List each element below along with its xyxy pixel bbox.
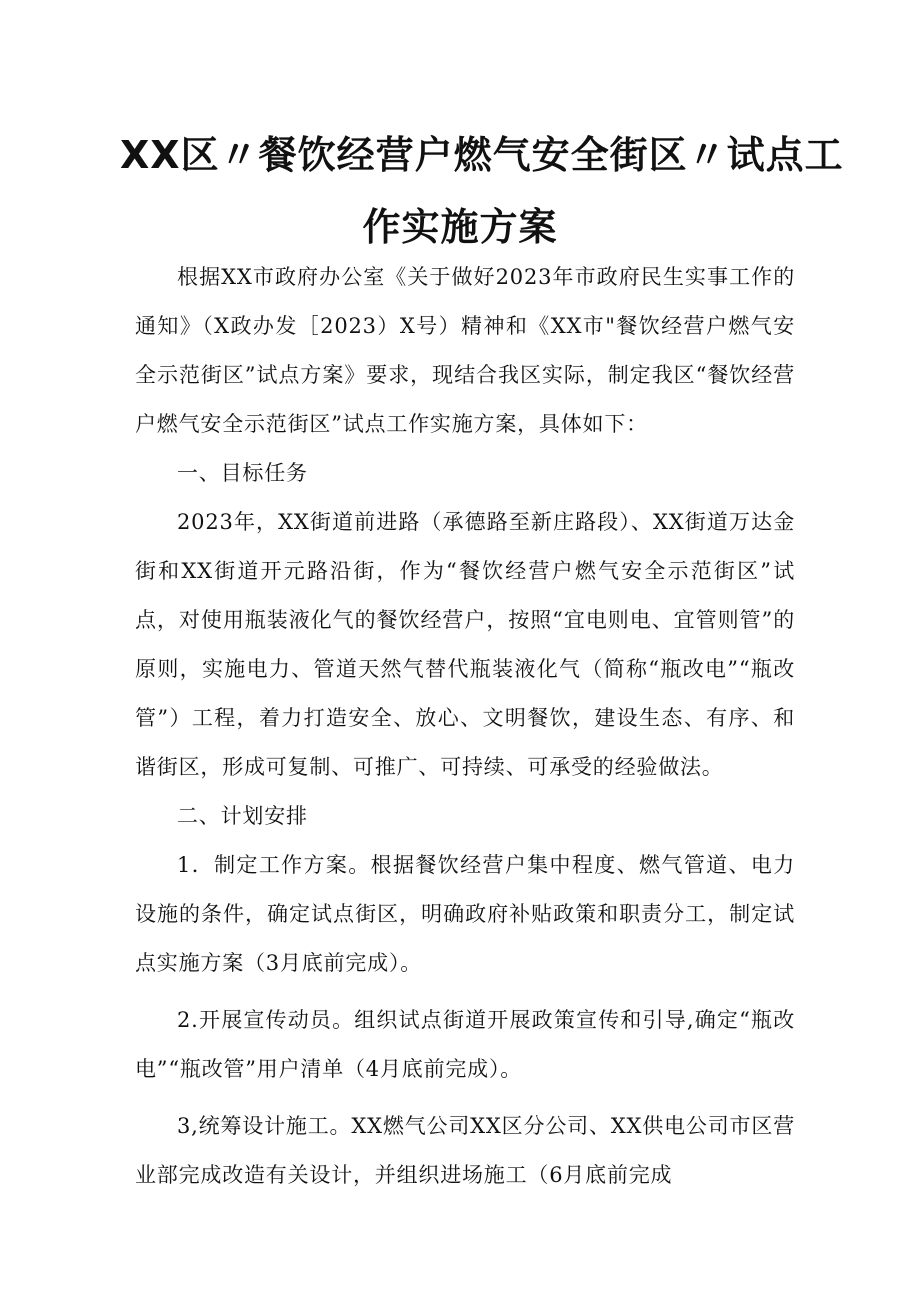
plan-item-2: 2.开展宣传动员。组织试点街道开展政策宣传和引导,确定“瓶改电”“瓶改管”用户清单（4月底前完成）。 [135,1008,795,1081]
plan-item-1: 1．制定工作方案。根据餐饮经营户集中程度、燃气管道、电力设施的条件，确定试点街区，明确政府补贴政策和职责分工，制定试点实施方案（3月底前完成）。 [135,853,795,975]
document-title-line-2: 作实施方案 [362,205,558,249]
intro-paragraph: 根据XX市政府办公室《关于做好2023年市政府民生实事工作的通知》（X政办发［2023）X号）精神和《XX市"餐饮经营户燃气安全示范街区”试点方案》要求，现结合我区实际，制定我区“餐饮经营户燃气安全示范街区”试点工作实施方案，具体如下： [135,265,795,436]
document-body [135,253,795,1200]
spacer [135,1094,795,1102]
section-heading-goals: 一、目标任务 [177,461,308,485]
document-title-line-1: XX区〃餐饮经营户燃气安全街区〃试点工 [120,133,844,177]
plan-item-3: 3,统筹设计施工。XX燃气公司XX区分公司、XX供电公司市区营业部完成改造有关设计，并组织进场施工（6月底前完成 [135,1114,795,1187]
spacer [135,988,795,996]
goals-paragraph: 2023年，XX街道前进路（承德路至新庄路段）、XX街道万达金街和XX街道开元路沿街，作为“餐饮经营户燃气安全示范街区”试点，对使用瓶装液化气的餐饮经营户，按照“宜电则电、宜管则管”的原则，实施电力、管道天然气替代瓶装液化气（简称“瓶改电”“瓶改管”）工程，着力打造安全、放心、文明餐饮，建设生态、有序、和谐街区，形成可复制、可推广、可持续、可承受的经验做法。 [135,510,795,779]
section-heading-plan: 二、计划安排 [177,804,308,828]
